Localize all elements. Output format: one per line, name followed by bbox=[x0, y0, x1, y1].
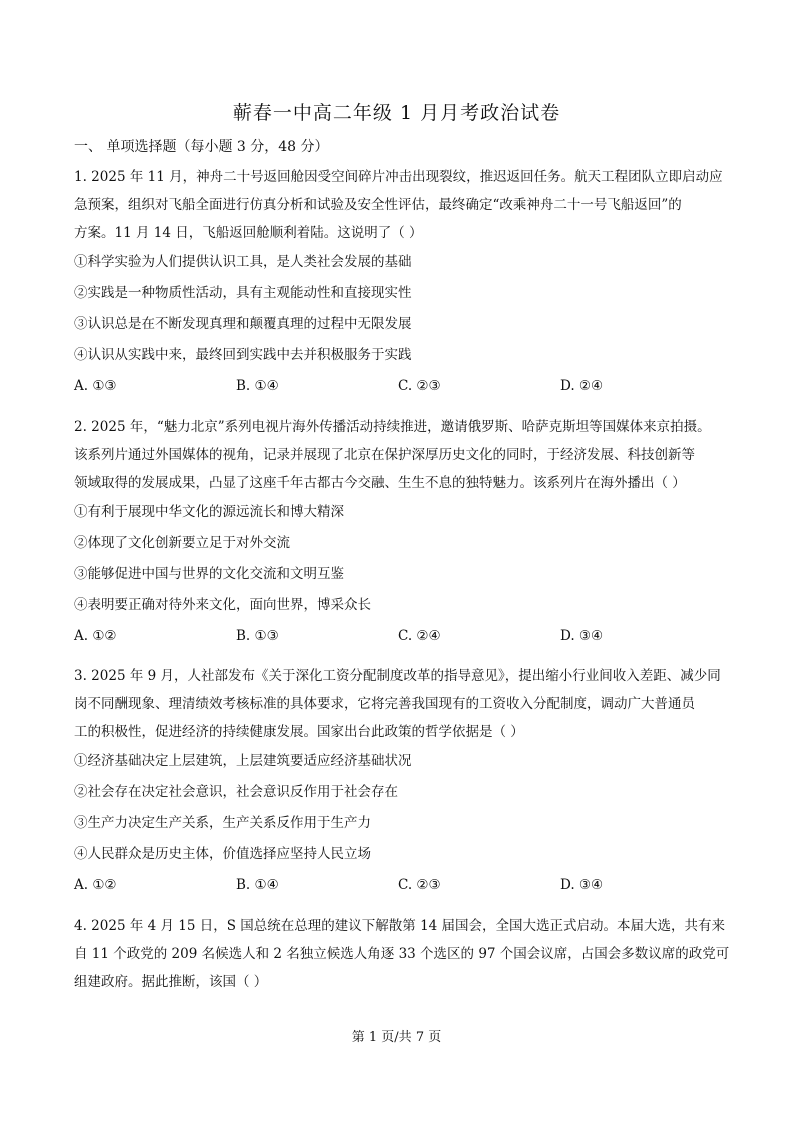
question-option: ③能够促进中国与世界的文化交流和文明互鉴 bbox=[74, 566, 344, 582]
question-stem-line: 工的积极性，促进经济的持续健康发展。国家出台此政策的哲学依据是（ ） bbox=[74, 724, 524, 740]
question-stem-line: 3. 2025 年 9 月，人社部发布《关于深化工资分配制度改革的指导意见》，提出缩小行业间收入差距、减少同 bbox=[74, 668, 721, 684]
question-stem-line: 2. 2025 年，“魅力北京”系列电视片海外传播活动持续推进，邀请俄罗斯、哈萨克斯坦等国媒体来京拍摄。 bbox=[74, 419, 711, 435]
exam-title: 蕲春一中高二年级 1 月月考政治试卷 bbox=[232, 102, 561, 124]
answer-choices bbox=[74, 621, 724, 652]
question-option: ②社会存在决定社会意识，社会意识反作用于社会存在 bbox=[74, 784, 398, 800]
question-stem-line: 岗不同酬现象、理清绩效考核标准的具体要求，它将完善我国现有的工资收入分配制度，调动广大普通员 bbox=[74, 696, 695, 712]
question-stem-line: 急预案，组织对飞船全面进行仿真分析和试验及安全性评估，最终确定“改乘神舟二十一号飞船返回”的 bbox=[74, 197, 682, 213]
choice-b: B. ①④ bbox=[236, 378, 279, 394]
page-footer: 第 1 页/共 7 页 bbox=[351, 1030, 442, 1045]
choice-a: A. ①③ bbox=[74, 378, 117, 394]
answer-choices bbox=[74, 371, 724, 402]
question-option: ①经济基础决定上层建筑，上层建筑要适应经济基础状况 bbox=[74, 753, 412, 769]
answer-choices bbox=[74, 870, 724, 901]
question-option: ②实践是一种物质性活动，具有主观能动性和直接现实性 bbox=[74, 285, 412, 301]
question-option: ②体现了文化创新要立足于对外交流 bbox=[74, 535, 290, 551]
question-4 bbox=[74, 912, 730, 996]
question-option: ①有利于展现中华文化的源远流长和博大精深 bbox=[74, 504, 344, 520]
choice-a: A. ①② bbox=[74, 628, 117, 644]
section-heading: 一、 单项选择题（每小题 3 分，48 分） bbox=[74, 139, 329, 155]
question-option: ①科学实验为人们提供认识工具，是人类社会发展的基础 bbox=[74, 254, 412, 270]
question-stem-line: 组建政府。据此推断，该国（ ） bbox=[74, 974, 268, 990]
choice-b: B. ①④ bbox=[236, 877, 279, 893]
question-stem-line: 4. 2025 年 4 月 15 日，S 国总统在总理的建议下解散第 14 届国会，全国大选正式启动。本届大选，共有来 bbox=[74, 918, 726, 934]
choice-c: C. ②③ bbox=[398, 877, 441, 893]
question-option: ④人民群众是历史主体，价值选择应坚持人民立场 bbox=[74, 846, 371, 862]
question-option: ③认识总是在不断发现真理和颠覆真理的过程中无限发展 bbox=[74, 316, 412, 332]
question-option: ④认识从实践中来，最终回到实践中去并积极服务于实践 bbox=[74, 347, 412, 363]
choice-d: D. ③④ bbox=[560, 628, 604, 644]
choice-d: D. ②④ bbox=[560, 378, 604, 394]
question-stem-line: 自 11 个政党的 209 名候选人和 2 名独立候选人角逐 33 个选区的 97 个国会议席，占国会多数议席的政党可 bbox=[74, 946, 730, 962]
choice-c: C. ②③ bbox=[398, 378, 441, 394]
question-stem-line: 领域取得的发展成果，凸显了这座千年古都古今交融、生生不息的独特魅力。该系列片在海外播出（ ） bbox=[74, 475, 686, 491]
choice-c: C. ②④ bbox=[398, 628, 441, 644]
choice-a: A. ①② bbox=[74, 877, 117, 893]
choice-b: B. ①③ bbox=[236, 628, 279, 644]
choice-d: D. ③④ bbox=[560, 877, 604, 893]
question-stem-line: 1. 2025 年 11 月，神舟二十号返回舱因受空间碎片冲击出现裂纹，推迟返回任务。航天工程团队立即启动应 bbox=[74, 169, 723, 185]
question-stem-line: 该系列片通过外国媒体的视角，记录并展现了北京在保护深厚历史文化的同时，于经济发展、科技创新等 bbox=[74, 447, 695, 463]
question-2 bbox=[74, 413, 724, 652]
question-1 bbox=[74, 163, 724, 402]
question-stem-line: 方案。11 月 14 日，飞船返回舱顺利着陆。这说明了（ ） bbox=[74, 225, 423, 241]
question-3 bbox=[74, 662, 724, 901]
question-option: ③生产力决定生产关系，生产关系反作用于生产力 bbox=[74, 815, 371, 831]
question-option: ④表明要正确对待外来文化，面向世界，博采众长 bbox=[74, 597, 371, 613]
